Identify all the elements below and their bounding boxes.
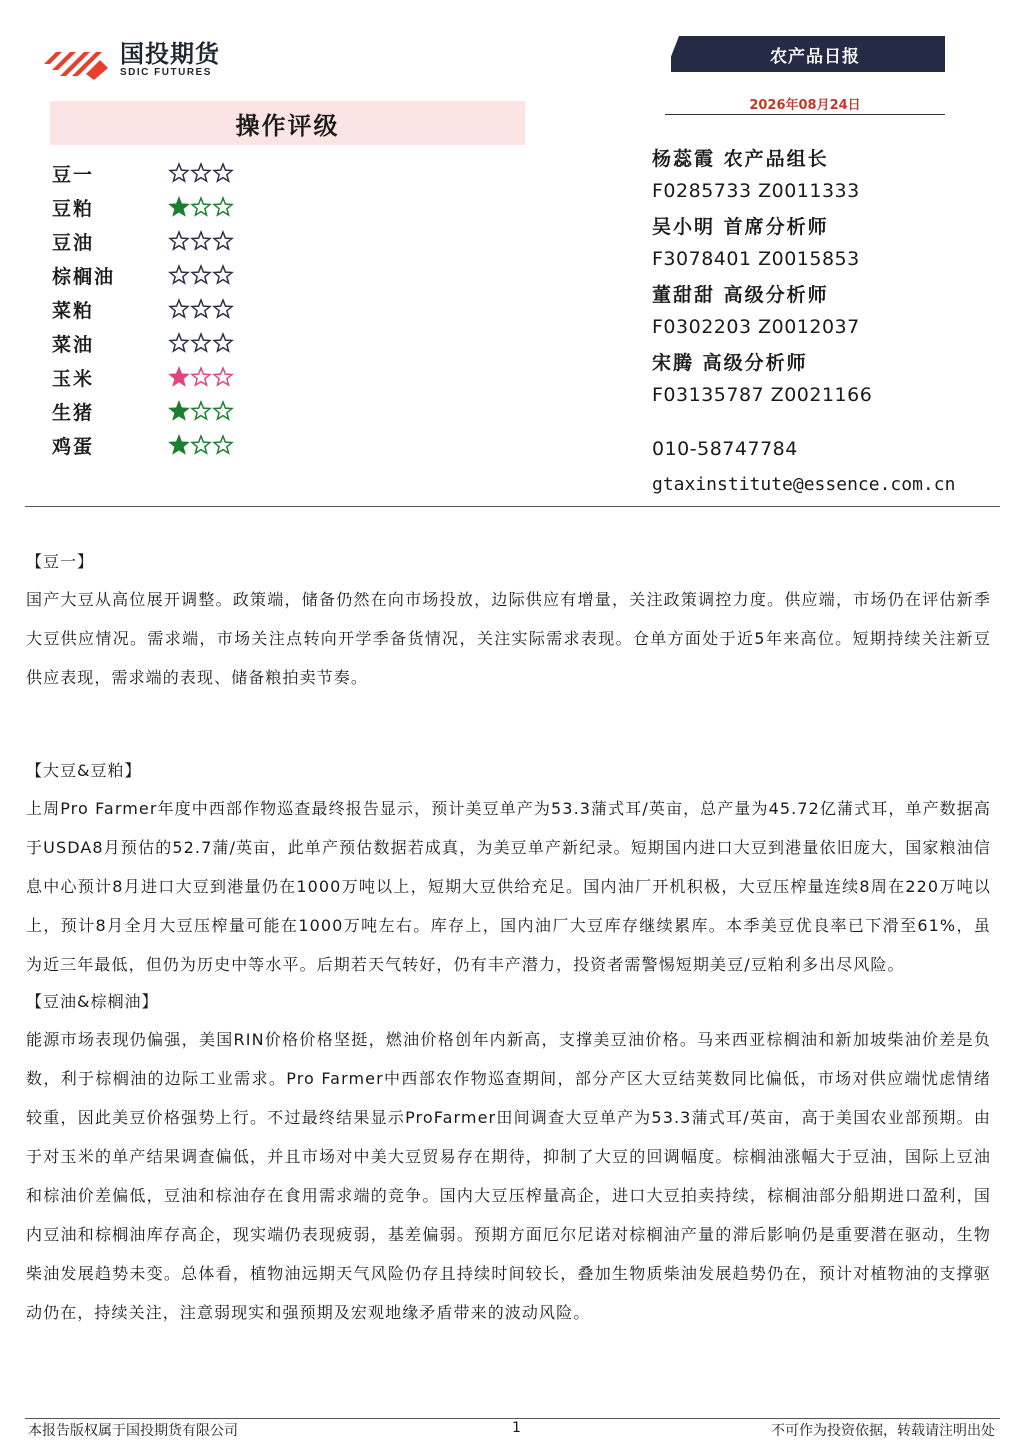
section-title-oils: 【豆油&棕榈油】 [26,992,159,1011]
star-filled-icon [168,366,190,388]
rating-stars [168,196,234,218]
star-filled-icon [168,400,190,422]
rating-commodity-name: 鸡蛋 [52,435,95,458]
footer-disclaimer: 不可作为投资依据，转载请注明出处 [771,1423,995,1439]
analyst-license-id: F0302203 Z0012037 [652,316,860,338]
section-text-soybean-meal: 上周Pro Farmer年度中西部作物巡查最终报告显示，预计美豆单产为53.3蒲式耳/英亩，总产量为45.72亿蒲式耳，单产数据高于USDA8月预估的52.7蒲/英亩，此单产预估数据若成真，为美豆单产新纪录。短期国内进口大豆到港量依旧庞大，国家粮油信息中心预计8月进口大豆到港量仍在1000万吨以上，短期大豆供给充足。国内油厂开机积极，大豆压榨量连续8周在220万吨以上，预计8月全月大豆压榨量可能在1000万吨左右。库存上，国内油厂大豆库存继续累库。本季美豆优良率已下滑至61%，虽为近三年最低，但仍为历史中等水平。后期若天气转好，仍有丰产潜力，投资者需警惕短期美豆/豆粕利多出尽风险。 [26,799,991,974]
analyst-name: 杨蕊霞 农产品组长 [652,147,829,170]
analyst-name: 宋腾 高级分析师 [652,351,808,374]
star-outline-icon [212,434,234,456]
star-outline-icon [190,366,212,388]
analyst-license-id: F3078401 Z0015853 [652,248,860,270]
star-outline-icon [212,230,234,252]
rating-row [52,224,234,258]
analyst-license-id: F03135787 Z0021166 [652,384,873,406]
sdic-logo-icon [42,40,114,80]
rating-stars [168,400,234,422]
contact-phone: 010-58747784 [652,438,798,460]
rating-commodity-name: 豆油 [52,231,95,254]
star-outline-icon [212,366,234,388]
rating-commodity-name: 豆一 [52,163,95,186]
logo-chinese-text: 国投期货 [120,40,220,68]
star-outline-icon [190,332,212,354]
analyst-license-id: F0285733 Z0011333 [652,180,860,202]
star-filled-icon [168,434,190,456]
page-number: 1 [512,1420,521,1436]
rating-row [52,428,234,462]
section-text-soybean-1: 国产大豆从高位展开调整。政策端，储备仍然在向市场投放，边际供应有增量，关注政策调控力度。供应端，市场仍在评估新季大豆供应情况。需求端，市场关注点转向开学季备货情况，关注实际需求表现。仓单方面处于近5年来高位。短期持续关注新豆供应表现，需求端的表现、储备粮拍卖节奏。 [26,590,991,687]
logo-english-text: SDIC FUTURES [120,67,212,78]
section-title-soybean-1: 【豆一】 [26,552,95,571]
rating-row [52,292,234,326]
star-outline-icon [168,298,190,320]
footer-copyright: 本报告版权属于国投期货有限公司 [28,1423,238,1439]
star-outline-icon [212,298,234,320]
rating-stars [168,434,234,456]
section-text-oils: 能源市场表现仍偏强，美国RIN价格价格坚挺，燃油价格创年内新高，支撑美豆油价格。马来西亚棕榈油和新加坡柴油价差是负数，利于棕榈油的边际工业需求。Pro Farmer中西部农作物巡查期间，部分产区大豆结荚数同比偏低，市场对供应端忧虑情绪较重，因此美豆价格强势上行。不过最终结果显示ProFarmer田间调查大豆单产为53.3蒲式耳/英亩，高于美国农业部预期。由于对玉米的单产结果调查偏低，并且市场对中美大豆贸易存在期待，抑制了大豆的回调幅度。棕榈油涨幅大于豆油，国际上豆油和棕油价差偏低，豆油和棕油存在食用需求端的竞争。国内大豆压榨量高企，进口大豆拍卖持续，棕榈油部分船期进口盈利，国内豆油和棕榈油库存高企，现实端仍表现疲弱，基差偏弱。预期方面厄尔尼诺对棕榈油产量的滞后影响仍是重要潜在驱动，生物柴油发展趋势未变。总体看，植物油远期天气风险仍存且持续时间较长，叠加生物质柴油发展趋势仍在，预计对植物油的支撑驱动仍在，持续关注，注意弱现实和强预期及宏观地缘矛盾带来的波动风险。 [26,1030,991,1322]
rating-stars [168,162,234,184]
rating-row [52,326,234,360]
header-divider [25,506,1000,507]
analyst-list [652,140,872,412]
rating-row [52,190,234,224]
star-outline-icon [212,162,234,184]
footer-divider [25,1418,1000,1419]
rating-commodity-name: 豆粕 [52,197,95,220]
star-outline-icon [190,162,212,184]
star-outline-icon [190,196,212,218]
star-outline-icon [190,434,212,456]
star-outline-icon [168,264,190,286]
rating-stars [168,230,234,252]
star-filled-icon [168,196,190,218]
star-outline-icon [168,230,190,252]
star-outline-icon [190,400,212,422]
rating-row [52,360,234,394]
star-outline-icon [168,332,190,354]
rating-commodity-name: 菜粕 [52,299,95,322]
star-outline-icon [190,264,212,286]
rating-row [52,156,234,190]
analyst-name: 吴小明 首席分析师 [652,215,829,238]
analyst-name: 董甜甜 高级分析师 [652,283,829,306]
star-outline-icon [212,332,234,354]
star-outline-icon [212,264,234,286]
rating-commodity-name: 菜油 [52,333,95,356]
rating-title: 操作评级 [50,101,525,145]
section-gap [26,697,991,753]
rating-row [52,394,234,428]
rating-stars [168,366,234,388]
rating-commodity-name: 棕榈油 [52,265,116,288]
company-logo [42,40,220,80]
rating-list [52,156,234,462]
rating-commodity-name: 生猪 [52,401,95,424]
rating-commodity-name: 玉米 [52,367,95,390]
rating-stars [168,298,234,320]
star-outline-icon [212,400,234,422]
star-outline-icon [212,196,234,218]
rating-stars [168,332,234,354]
star-outline-icon [190,298,212,320]
report-type-banner [665,36,945,72]
date-underline [665,114,945,115]
rating-stars [168,264,234,286]
star-outline-icon [168,162,190,184]
report-date: 2026年08月24日 [749,98,861,113]
report-body [26,544,991,1332]
report-type-label: 农产品日报 [770,46,860,67]
rating-row [52,258,234,292]
section-title-soybean-meal: 【大豆&豆粕】 [26,761,142,780]
contact-email[interactable]: gtaxinstitute@essence.com.cn [652,474,956,495]
star-outline-icon [190,230,212,252]
